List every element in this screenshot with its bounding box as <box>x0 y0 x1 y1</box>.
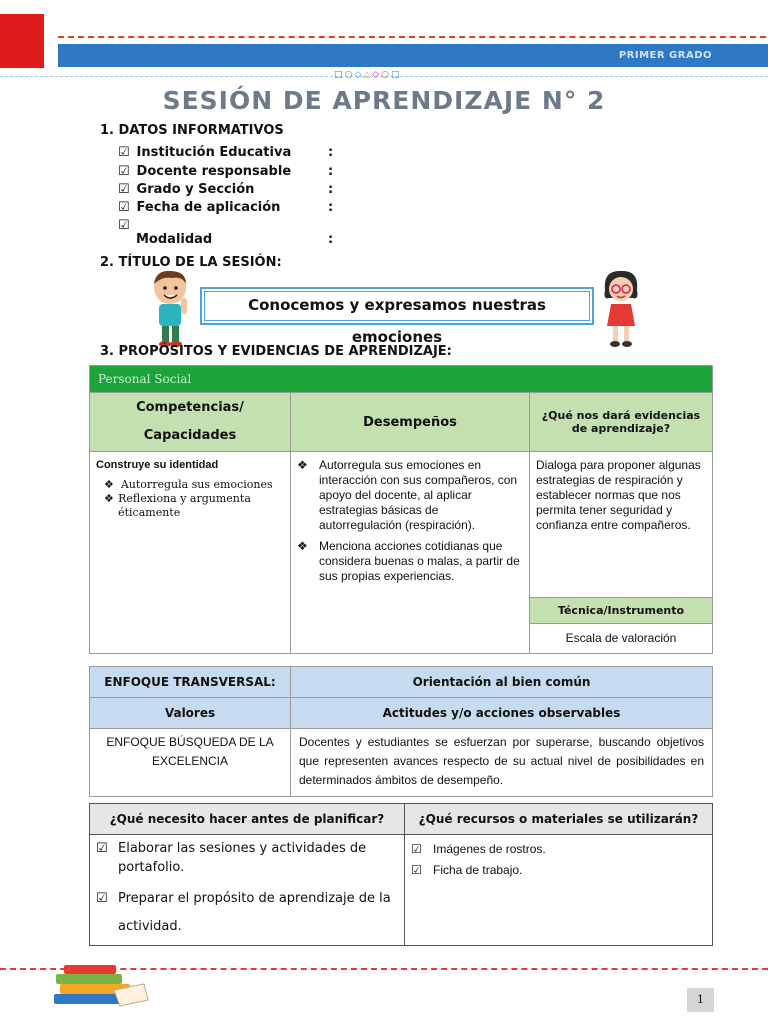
capacity-item: ❖ Autorregula sus emociones <box>104 478 273 491</box>
colon: : <box>328 164 334 179</box>
before-cell <box>90 835 405 946</box>
books-icon <box>44 960 150 1010</box>
colon: : <box>328 182 334 197</box>
checkbox-icon: ☑ <box>118 164 130 179</box>
before-header: ¿Qué necesito hacer antes de planificar? <box>90 804 405 835</box>
checkbox-icon: ☑ <box>411 842 422 856</box>
performances-cell <box>291 452 530 654</box>
boy-illustration <box>146 268 196 350</box>
performance-item: ❖ Menciona acciones cotidianas que considera buenas o malas, a partir de sus propias experiencias. <box>297 539 520 583</box>
resources-cell <box>405 835 713 946</box>
section1-heading: 1. DATOS INFORMATIVOS <box>100 123 284 138</box>
checkbox-icon: ☑ <box>118 182 130 197</box>
checkbox-icon: ☑ <box>118 218 130 233</box>
checkbox-icon: ☑ <box>411 863 422 877</box>
before-item: ☑ Preparar el propósito de aprendizaje de la actividad. <box>96 885 398 941</box>
decorative-shapes-icon: □○◇△◇○□ <box>334 70 402 80</box>
planning-table <box>89 803 713 946</box>
transversal-table <box>89 666 713 797</box>
info-row-date: ☑ Fecha de aplicación <box>118 200 281 215</box>
grade-label: PRIMER GRADO <box>618 50 712 61</box>
values-header: Valores <box>90 698 291 729</box>
area-header: Personal Social <box>90 366 713 393</box>
info-row-grade: ☑ Grado y Sección <box>118 182 255 197</box>
checkbox-icon: ☑ <box>118 200 130 215</box>
session-title-banner: Conocemos y expresamos nuestras emociones <box>200 287 594 325</box>
purposes-table <box>89 365 713 654</box>
focus-cell: ENFOQUE BÚSQUEDA DE LA EXCELENCIA <box>90 729 291 797</box>
checkbox-icon: ☑ <box>96 891 108 906</box>
competences-cell <box>90 452 291 654</box>
info-row-institution: ☑ Institución Educativa <box>118 145 292 160</box>
description-cell: Docentes y estudiantes se esfuerzan por superarse, buscando objetivos que representen avances respecto de su actual nivel de posibilidades en determinados ámbitos de desempeño. <box>291 729 713 797</box>
corner-red-block <box>0 14 44 68</box>
before-item: ☑ Elaborar las sesiones y actividades de portafolio. <box>96 841 367 875</box>
checkbox-icon: ☑ <box>96 841 108 856</box>
competence-name: Construye su identidad <box>96 459 219 471</box>
transversal-value: Orientación al bien común <box>291 667 713 698</box>
checkbox-icon: ☑ <box>118 145 130 160</box>
colon: : <box>328 232 334 247</box>
page-title: SESIÓN DE APRENDIZAJE N° 2 <box>162 86 606 115</box>
top-red-dashed-line <box>58 36 766 38</box>
actions-header: Actitudes y/o acciones observables <box>291 698 713 729</box>
resource-item: ☑ Ficha de trabajo. <box>411 860 706 881</box>
info-row-teacher: ☑ Docente responsable <box>118 164 292 179</box>
technique-header: Técnica/Instrumento <box>530 598 713 624</box>
technique-value: Escala de valoración <box>530 624 713 654</box>
colon: : <box>328 200 334 215</box>
capacity-item: ❖ Reflexiona y argumenta éticamente <box>104 492 251 519</box>
section2-heading: 2. TÍTULO DE LA SESIÓN: <box>100 255 282 270</box>
competences-header: Competencias/ Capacidades <box>90 393 291 452</box>
page-number: 1 <box>687 988 714 1012</box>
evidence-header: ¿Qué nos dará evidencias de aprendizaje? <box>530 393 713 452</box>
performance-item: ❖ Autorregula sus emociones en interacción con sus compañeros, con apoyo del docente, al aplicar estrategias básicas de autorregulación (respiración). <box>297 458 518 532</box>
info-row-modality: Modalidad <box>136 232 213 247</box>
transversal-label: ENFOQUE TRANSVERSAL: <box>90 667 291 698</box>
section3-heading: 3. PROPÓSITOS Y EVIDENCIAS DE APRENDIZAJE: <box>100 344 452 359</box>
info-row-check-empty <box>118 218 132 233</box>
colon: : <box>328 145 334 160</box>
evidence-cell: Dialoga para proponer algunas estrategias de respiración y establecer normas que nos permita tener seguridad y confianza entre compañeros. <box>530 452 713 598</box>
girl-illustration <box>597 268 645 350</box>
resource-item: ☑ Imágenes de rostros. <box>411 839 706 860</box>
resources-header: ¿Qué recursos o materiales se utilizarán? <box>405 804 713 835</box>
performances-header: Desempeños <box>291 393 530 452</box>
